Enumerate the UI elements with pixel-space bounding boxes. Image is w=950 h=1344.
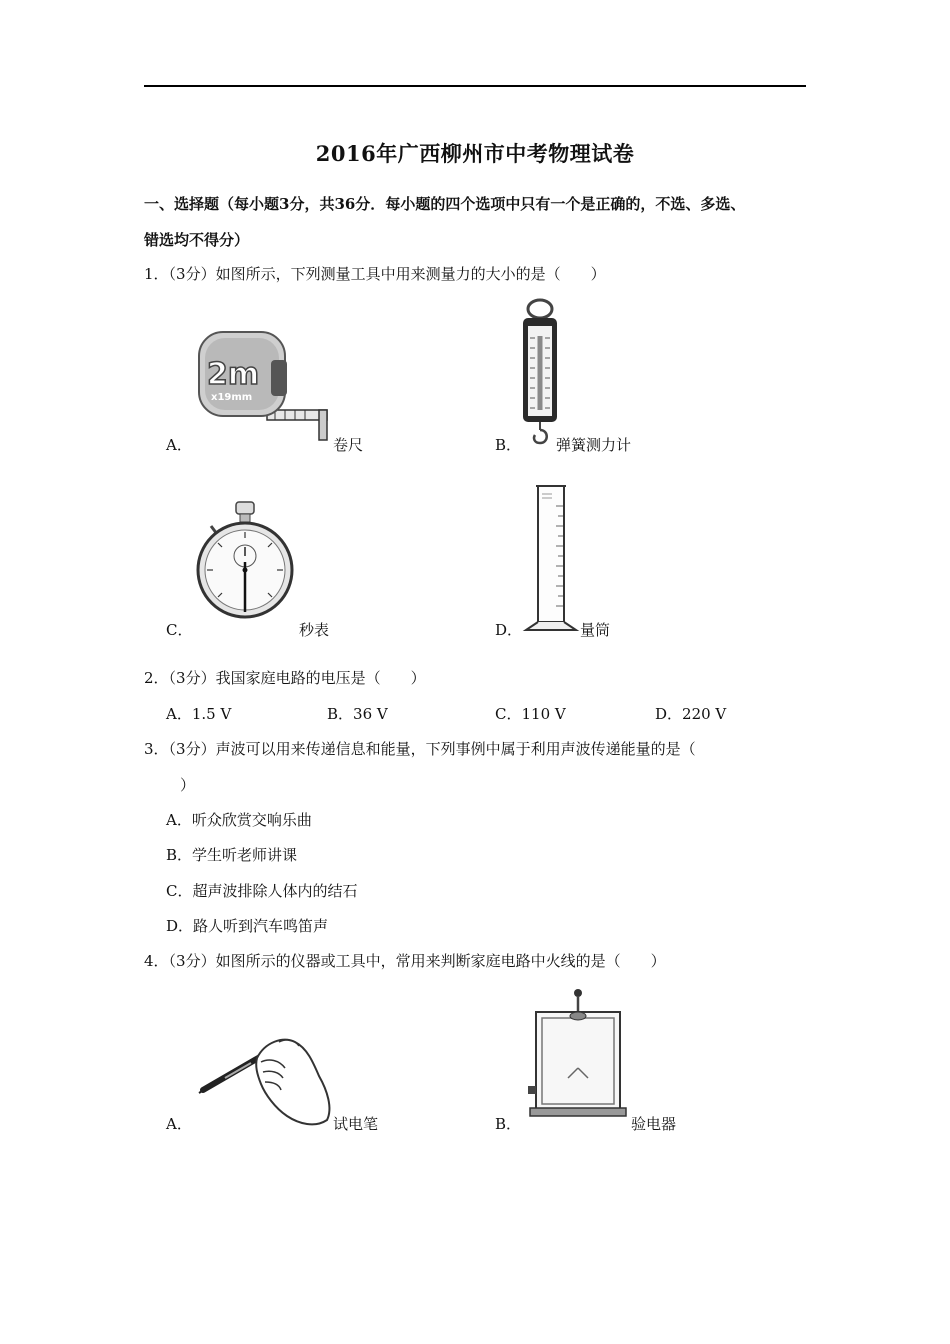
tape-measure-image: [195, 328, 330, 448]
q1-stem: 1．（3分）如图所示，下列测量工具中用来测量力的大小的是（ ）: [144, 265, 606, 283]
section-heading: [144, 186, 834, 258]
q3-option-b: B．学生听老师讲课: [166, 846, 298, 864]
q1-option-d-letter: D．: [495, 621, 523, 639]
q2-option-d: D．220 V: [655, 705, 727, 723]
q1-option-c-letter: C．: [166, 621, 193, 639]
header-rule: [144, 85, 806, 87]
q4-option-b-letter: B．: [495, 1115, 522, 1133]
page-title: 2016年广西柳州市中考物理试卷: [315, 141, 635, 166]
q1-option-c-caption: 秒表: [299, 621, 330, 639]
section-heading-line1: 一、选择题（每小题3分，共36分．每小题的四个选项中只有一个是正确的，不选、多选、: [144, 195, 746, 213]
electroscope-image: [522, 986, 628, 1122]
q3-option-d: D．路人听到汽车鸣笛声: [166, 917, 329, 935]
q4-option-a-letter: A．: [166, 1115, 192, 1133]
q2-option-c: C．110 V: [495, 705, 566, 723]
q2-option-b: B．36 V: [327, 705, 388, 723]
q4-option-a-caption: 试电笔: [333, 1115, 379, 1133]
tape-sublabel: x19mm: [211, 392, 253, 403]
q1-option-a-caption: 卷尺: [333, 436, 364, 454]
q2-option-a: A．1.5 V: [166, 705, 232, 723]
q1-option-b-letter: B．: [495, 436, 522, 454]
q4-option-b-caption: 验电器: [631, 1115, 677, 1133]
graduated-cylinder-image: [522, 482, 582, 634]
q3-option-c: C．超声波排除人体内的结石: [166, 882, 358, 900]
q1-option-d-caption: 量筒: [580, 621, 611, 639]
stopwatch-image: [195, 500, 295, 622]
tape-label: 2m: [207, 357, 260, 392]
q1-option-b-caption: 弹簧测力计: [556, 436, 632, 454]
q4-stem: 4．（3分）如图所示的仪器或工具中，常用来判断家庭电路中火线的是（ ）: [144, 952, 666, 970]
section-heading-line2: 错选均不得分）: [144, 231, 250, 249]
test-pen-image: [195, 1028, 335, 1132]
q3-stem-line1: 3．（3分）声波可以用来传递信息和能量，下列事例中属于利用声波传递能量的是（: [144, 740, 696, 758]
q1-option-a-letter: A．: [166, 436, 192, 454]
spring-scale-image: [515, 298, 565, 448]
q3-option-a: A．听众欣赏交响乐曲: [166, 811, 312, 829]
q3-stem-line2: ）: [180, 776, 196, 794]
q2-stem: 2．（3分）我国家庭电路的电压是（ ）: [144, 669, 426, 687]
